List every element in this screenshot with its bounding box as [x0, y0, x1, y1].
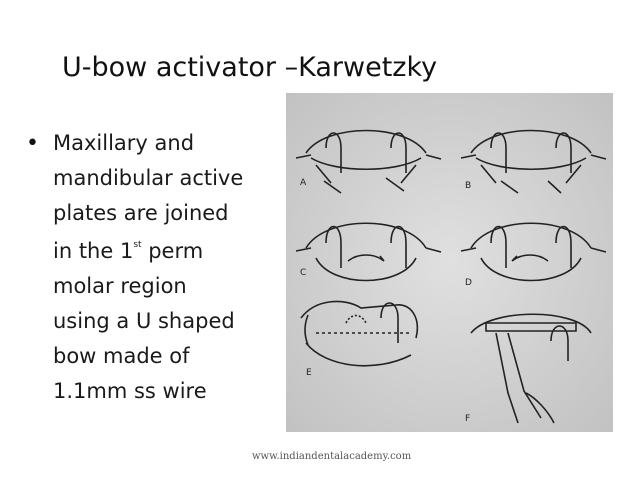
- bullet-line: molar region: [53, 274, 187, 298]
- bullet-line: Maxillary and: [53, 131, 195, 155]
- appliance-figure: [286, 93, 613, 432]
- bullet-text: [53, 126, 288, 409]
- panel-label-a: A: [300, 178, 307, 188]
- panel-label-e: E: [306, 368, 312, 378]
- bullet-line: 1.1mm ss wire: [53, 379, 207, 403]
- panel-label-c: C: [300, 268, 307, 278]
- bullet-line: mandibular active: [53, 166, 244, 190]
- bullet-line: plates are joined: [53, 201, 229, 225]
- panel-label-d: D: [465, 278, 472, 288]
- panel-label-f: F: [465, 414, 471, 424]
- bullet-line-start: in the 1: [53, 239, 134, 263]
- bullet-line-end: perm: [141, 239, 204, 263]
- appliance-drawing: [286, 93, 613, 432]
- bullet-line: bow made of: [53, 344, 190, 368]
- footer-url: www.indiandentalacademy.com: [252, 451, 412, 462]
- panel-label-b: B: [465, 181, 472, 191]
- slide-title: U-bow activator –Karwetzky: [62, 52, 438, 83]
- bullet-line: [53, 231, 288, 269]
- bullet-marker: •: [26, 131, 39, 156]
- superscript-st: st: [133, 240, 142, 250]
- bullet-line: using a U shaped: [53, 309, 235, 333]
